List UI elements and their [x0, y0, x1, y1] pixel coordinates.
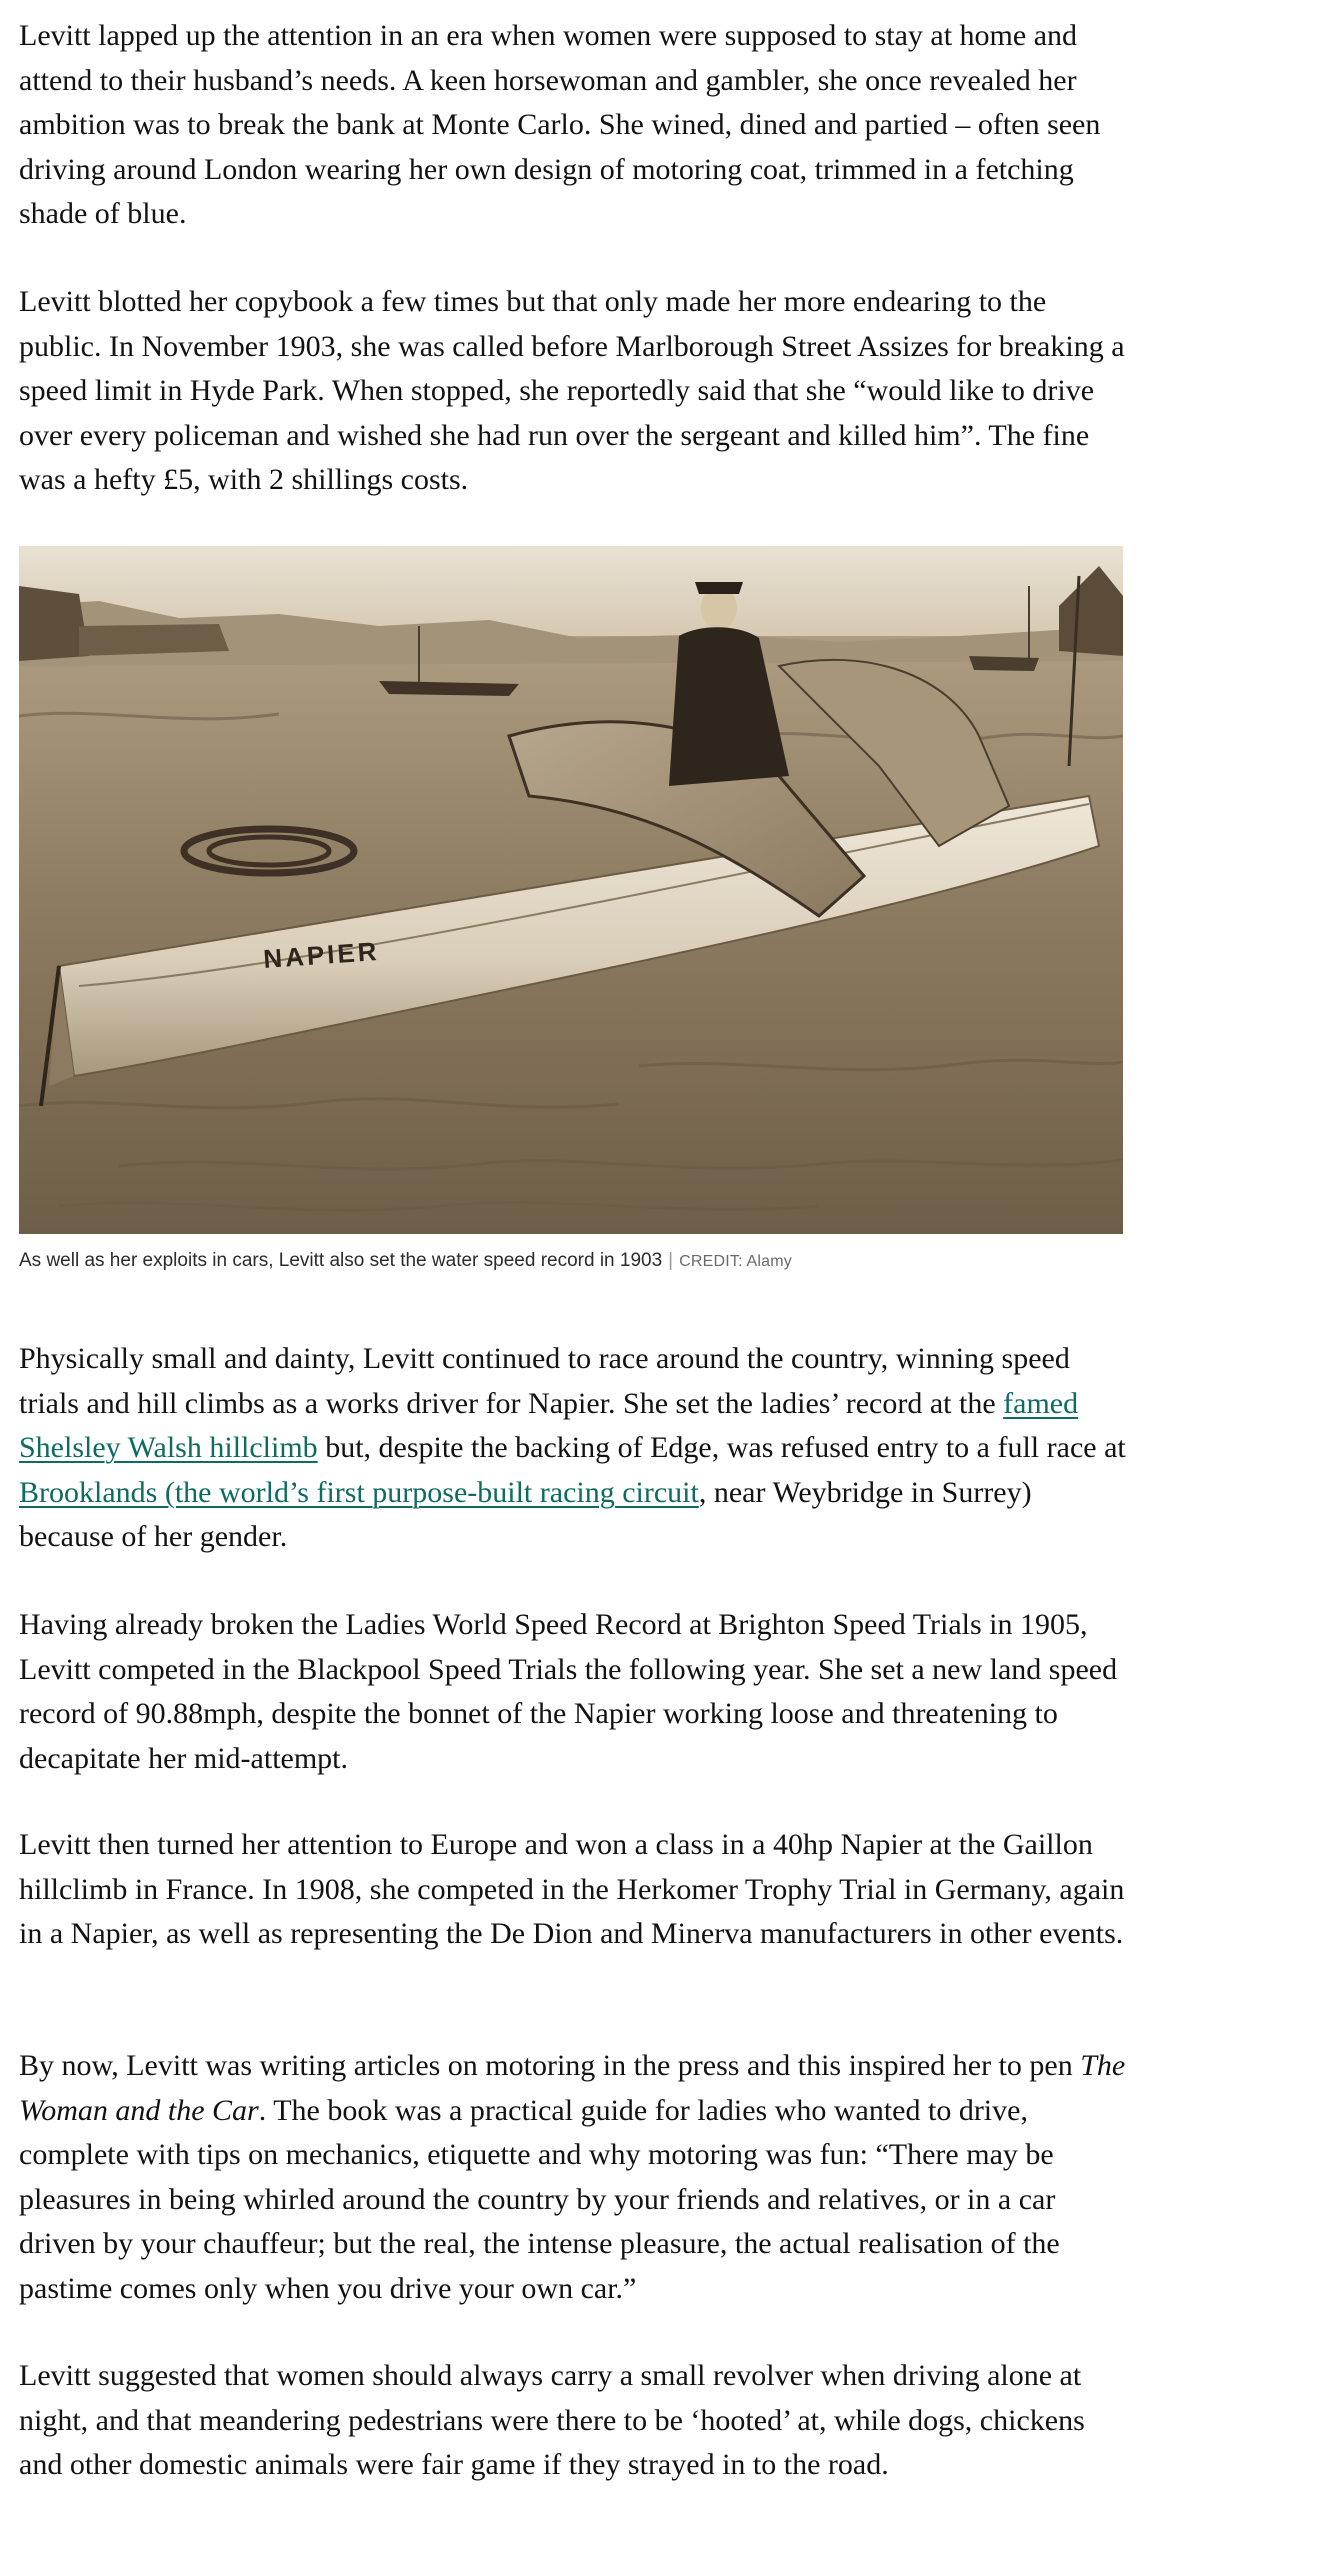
- figure-caption: [19, 1248, 1123, 1275]
- boat-hull-lettering: NAPIER: [262, 935, 381, 974]
- paragraph-book: [19, 2044, 1129, 2312]
- paragraph-copybook: Levitt blotted her copybook a few times but that only made her more endearing to the public. In November 1903, she was called before Marlborough Street Assizes for breaking a speed limit in Hyde Park. When stopped, she reportedly said that she “would like to drive over every policeman and wished she had run over the sergeant and killed him”. The fine was a hefty £5, with 2 shillings costs.: [19, 285, 1125, 497]
- paragraph-attention: Levitt lapped up the attention in an era when women were supposed to stay at home and attend to their husband’s needs. A keen horsewoman and gambler, she once revealed her ambition was to break the bank at Monte Carlo. She wined, dined and partied – often seen driving around London wearing her own design of motoring coat, trimmed in a fetching shade of blue.: [19, 19, 1101, 231]
- p3-text-3: , near Weybridge in Surrey) because of her gender.: [19, 1475, 1032, 1554]
- paragraph-works-driver: [19, 1337, 1129, 1560]
- book-title: The Woman and the Car: [19, 2049, 1126, 2127]
- link-shelsley-walsh[interactable]: famed Shelsley Walsh hillclimb: [19, 1386, 1079, 1465]
- link-brooklands[interactable]: Brooklands (the world’s first purpose-built racing circuit: [19, 1475, 699, 1509]
- p6-text-2: . The book was a practical guide for ladies who wanted to drive, complete with tips on mechanics, etiquette and why motoring was fun: “There may be pleasures in being whirled around the country by your friends and relatives, or in a car driven by your chauffeur; but the real, the intense pleasure, the actual realisation of the pastime comes only when you drive your own car.”: [19, 2093, 1060, 2305]
- photo-napier-speedboat[interactable]: [19, 546, 1123, 1234]
- p3-text-1: Physically small and dainty, Levitt continued to race around the country, winning speed trials and hill climbs as a works driver for Napier. She set the ladies’ record at the: [19, 1342, 1070, 1420]
- p3-text-2: but, despite the backing of Edge, was refused entry to a full race at: [317, 1431, 1126, 1465]
- caption-text: As well as her exploits in cars, Levitt also set the water speed record in 1903: [19, 1250, 663, 1271]
- article-figure: [19, 546, 1123, 1275]
- paragraph-revolver: Levitt suggested that women should always carry a small revolver when driving alone at night, and that meandering pedestrians were there to be ‘hooted’ at, while dogs, chickens and other domestic animals were fair game if they strayed in to the road.: [19, 2359, 1085, 2482]
- paragraph-europe: Levitt then turned her attention to Europe and won a class in a 40hp Napier at the Gaillon hillclimb in France. In 1908, she competed in the Herkomer Trophy Trial in Germany, again in a Napier, as well as representing the De Dion and Minerva manufacturers in other events.: [19, 1828, 1125, 1951]
- caption-credit: CREDIT: Alamy: [679, 1253, 792, 1270]
- paragraph-speed-record: Having already broken the Ladies World Speed Record at Brighton Speed Trials in 1905, Levitt competed in the Blackpool Speed Trials the following year. She set a new land speed record of 90.88mph, despite the bonnet of the Napier working loose and threatening to decapitate her mid-attempt.: [19, 1608, 1118, 1775]
- caption-separator: |: [668, 1250, 674, 1271]
- p6-text-1: By now, Levitt was writing articles on motoring in the press and this inspired her to pen: [19, 2049, 1081, 2082]
